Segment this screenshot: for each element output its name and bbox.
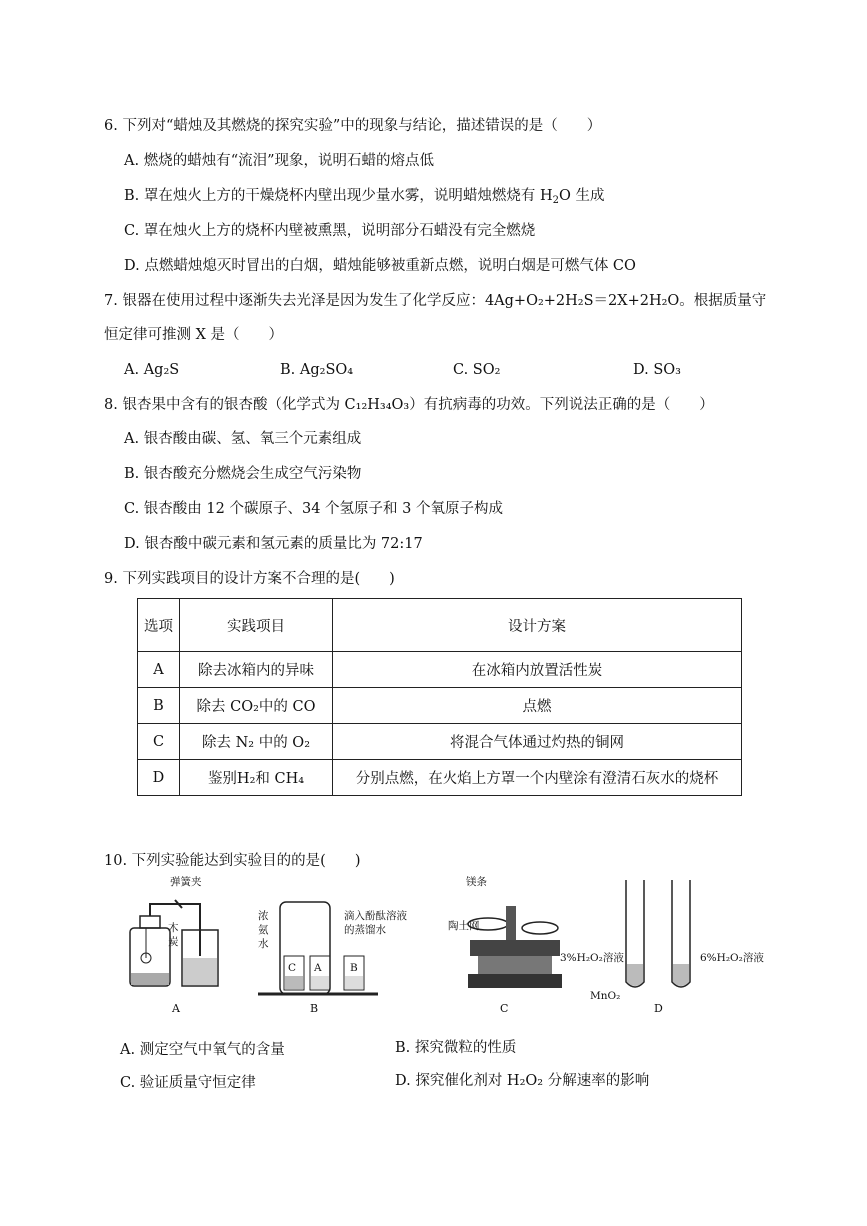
row-project: 鉴别H₂和 CH₄ (180, 760, 333, 796)
q8-stem: 8. 银杏果中含有的银杏酸（化学式为 C₁₂H₃₄O₃）有抗病毒的功效。下列说法正确的是（ ） (104, 397, 714, 413)
q10-option-d: D. 探究催化剂对 H₂O₂ 分解速率的影响 (395, 1073, 650, 1089)
q8-option-a: A. 银杏酸由碳、氢、氧三个元素组成 (124, 431, 362, 447)
figure-c-caption: C (500, 1002, 509, 1015)
charcoal-label-1: 木 (168, 922, 179, 934)
row-plan: 点燃 (333, 688, 742, 724)
q7-option-b: B. Ag₂SO₄ (280, 362, 354, 378)
ammonia-label-2: 氨 (258, 924, 269, 936)
q9-table (137, 598, 742, 796)
mno2-label: MnO₂ (590, 990, 621, 1002)
q7-option-d: D. SO₃ (633, 362, 681, 378)
phenolphthalein-label-1: 滴入酚酞溶液 (344, 910, 407, 922)
phenolphthalein-label-2: 的蒸馏水 (344, 924, 386, 936)
q7-stem-line1: 7. 银器在使用过程中逐渐失去光泽是因为发生了化学反应：4Ag+O₂+2H₂S＝2X+2H₂O。根据质量守 (104, 293, 767, 309)
clay-mesh-label: 陶土网 (448, 920, 480, 932)
table-row (138, 652, 742, 688)
q10-stem: 10. 下列实验能达到实验目的的是( ) (104, 853, 361, 869)
figure-b-particle-apparatus (258, 878, 407, 1018)
q10-option-c: C. 验证质量守恒定律 (120, 1075, 256, 1091)
q10-option-b: B. 探究微粒的性质 (395, 1040, 517, 1056)
beaker-b-label: B (350, 962, 358, 974)
row-plan: 将混合气体通过灼热的铜网 (333, 724, 742, 760)
solution-6-percent-label: 6%H₂O₂溶液 (700, 952, 764, 964)
q8-option-c: C. 银杏酸由 12 个碳原子、34 个氢原子和 3 个氧原子构成 (124, 501, 503, 517)
q7-option-c: C. SO₂ (453, 362, 501, 378)
q7-stem-line2: 恒定律可推测 X 是（ ） (104, 327, 284, 343)
row-option: B (138, 688, 180, 724)
charcoal-label-2: 炭 (168, 936, 179, 948)
table-header-row (138, 599, 742, 652)
q6-option-a: A. 燃烧的蜡烛有“流泪”现象，说明石蜡的熔点低 (124, 153, 435, 169)
row-project: 除去 N₂ 中的 O₂ (180, 724, 333, 760)
row-plan: 分别点燃，在火焰上方罩一个内壁涂有澄清石灰水的烧杯 (333, 760, 742, 796)
figure-c-balance-apparatus (448, 878, 573, 1018)
magnesium-strip-label: 镁条 (466, 876, 487, 888)
figure-a-oxygen-apparatus (120, 878, 230, 1018)
row-project: 除去冰箱内的异味 (180, 652, 333, 688)
ammonia-label-3: 水 (258, 938, 269, 950)
q6-stem: 6. 下列对“蜡烛及其燃烧的探究实验”中的现象与结论，描述错误的是（ ） (104, 118, 602, 134)
q8-option-b: B. 银杏酸充分燃烧会生成空气污染物 (124, 466, 362, 482)
row-option: A (138, 652, 180, 688)
solution-3-percent-label: 3%H₂O₂溶液 (560, 952, 624, 964)
header-project: 实践项目 (180, 599, 333, 652)
table-row (138, 724, 742, 760)
q7-option-a: A. Ag₂S (124, 362, 180, 378)
row-project: 除去 CO₂中的 CO (180, 688, 333, 724)
figure-b-drawing (258, 878, 383, 998)
q6-option-d: D. 点燃蜡烛熄灭时冒出的白烟，蜡烛能够被重新点燃，说明白烟是可燃气体 CO (124, 258, 636, 274)
q6-option-b: B. 罩在烛火上方的干燥烧杯内壁出现少量水雾，说明蜡烛燃烧有 $H_2O$ 生成 (124, 188, 605, 206)
beaker-c-label: C (288, 962, 297, 974)
q9-stem: 9. 下列实践项目的设计方案不合理的是( ) (104, 571, 395, 587)
figure-a-caption: A (172, 1002, 180, 1015)
figure-d-drawing (560, 878, 775, 998)
figure-d-caption: D (654, 1002, 663, 1015)
q10-option-a: A. 测定空气中氧气的含量 (120, 1042, 285, 1058)
spring-clip-label: 弹簧夹 (170, 876, 202, 888)
row-option: D (138, 760, 180, 796)
row-plan: 在冰箱内放置活性炭 (333, 652, 742, 688)
figure-c-drawing (448, 878, 573, 998)
q6-option-c: C. 罩在烛火上方的烧杯内壁被熏黑，说明部分石蜡没有完全燃烧 (124, 223, 536, 239)
table-row (138, 760, 742, 796)
table-row (138, 688, 742, 724)
row-option: C (138, 724, 180, 760)
figure-d-catalyst-apparatus (560, 878, 775, 1018)
ammonia-label-1: 浓 (258, 910, 269, 922)
header-plan: 设计方案 (333, 599, 742, 652)
figure-b-caption: B (310, 1002, 319, 1015)
header-option: 选项 (138, 599, 180, 652)
q8-option-d: D. 银杏酸中碳元素和氢元素的质量比为 72:17 (124, 536, 423, 552)
beaker-a-label: A (314, 962, 322, 974)
